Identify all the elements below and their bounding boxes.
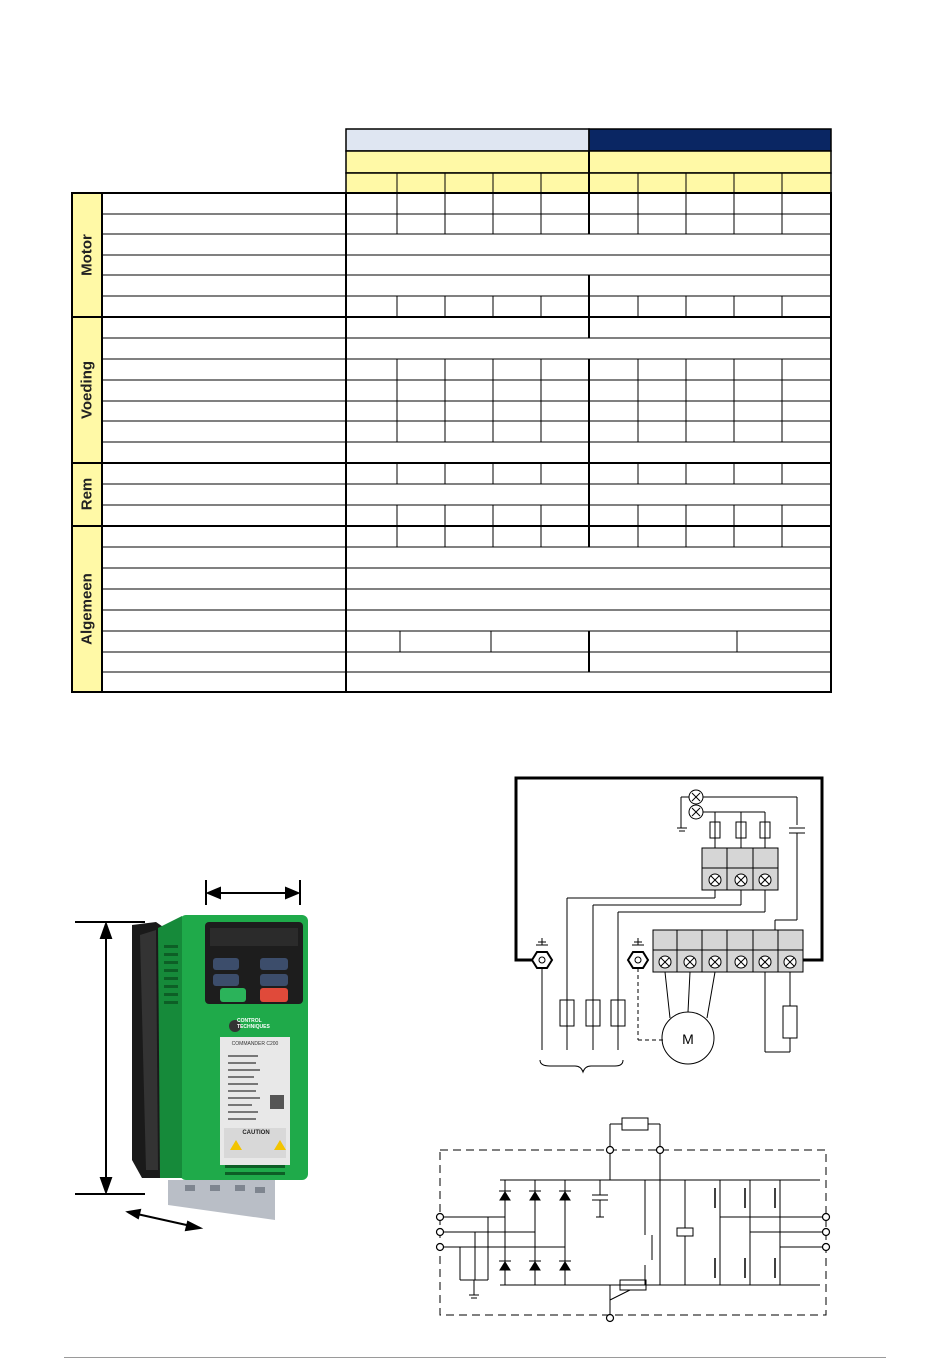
motor-symbol: M — [682, 1031, 694, 1047]
brand-logo: CONTROL TECHNIQUES — [237, 1018, 270, 1030]
connection-diagram — [505, 770, 835, 1080]
power-circuit-svg — [430, 1110, 840, 1330]
caution-label: CAUTION — [242, 1130, 270, 1136]
group-label-algemeen: Algemeen — [78, 573, 96, 645]
connection-diagram-svg — [505, 770, 835, 1080]
model-label: COMMANDER C200 — [231, 1041, 279, 1047]
group-label-rem: Rem — [78, 477, 96, 511]
header-variant-dark — [589, 129, 831, 151]
product-photo — [60, 860, 380, 1240]
group-label-voeding: Voeding — [78, 360, 96, 420]
group-label-motor: Motor — [78, 234, 96, 276]
footer-rule — [64, 1357, 886, 1358]
drive-illustration — [60, 860, 380, 1240]
power-circuit-diagram — [430, 1110, 840, 1330]
header-variant-light — [346, 129, 589, 151]
